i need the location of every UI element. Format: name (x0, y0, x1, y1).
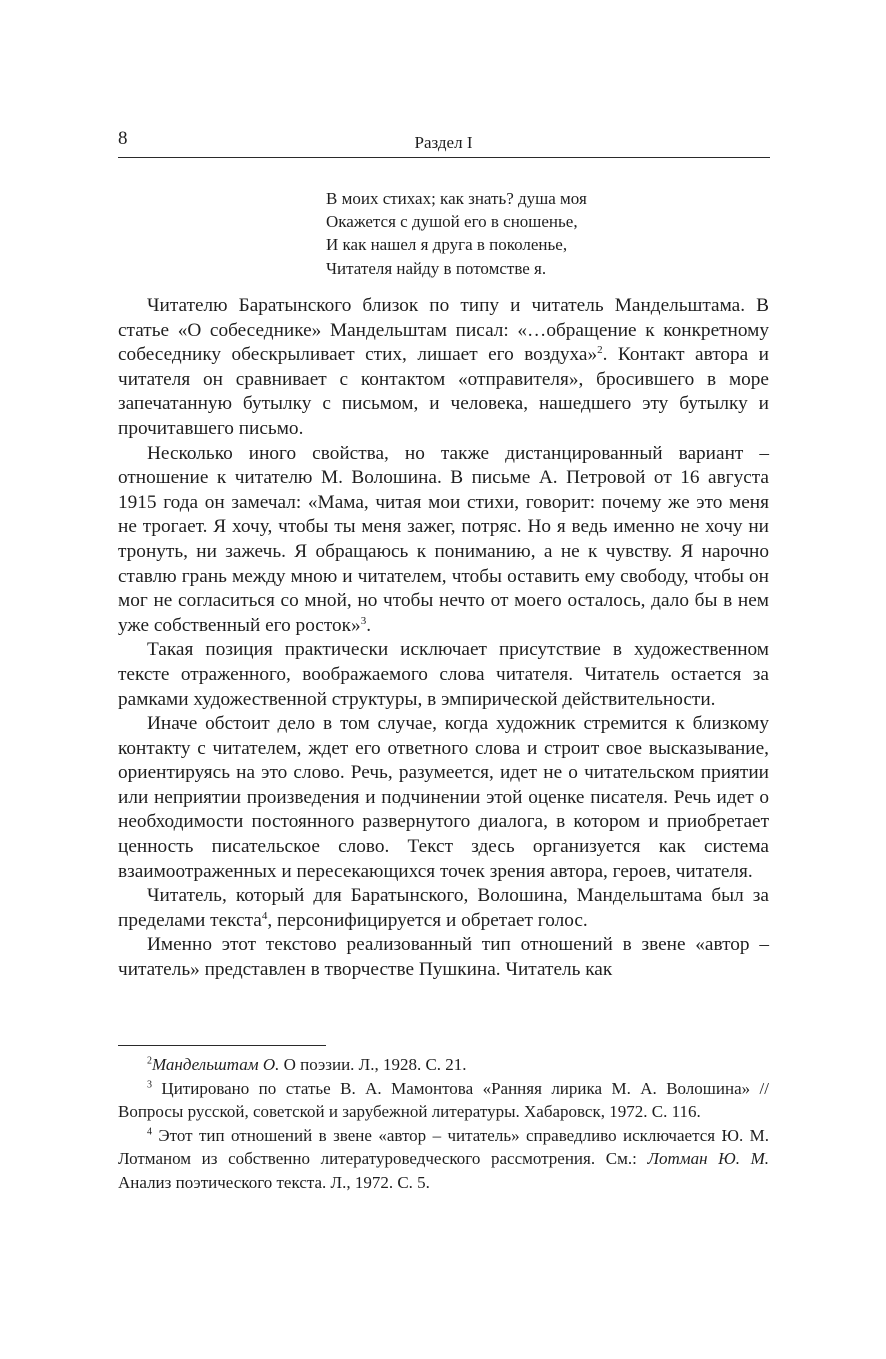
body-text (118, 294, 769, 983)
footnote-number: 2 (147, 1055, 152, 1067)
paragraph-text: , персонифицируется и обретает голос. (267, 909, 588, 931)
footnote (118, 1053, 769, 1077)
epigraph-poem (326, 187, 587, 280)
footnote (118, 1077, 769, 1124)
footnote-author: Мандельштам О. (152, 1055, 280, 1074)
paragraph-text: Несколько иного свойства, но также дистанцированный вариант – отношение к читателю М. Волошина. В письме А. Петровой от 16 августа 1915 года он замечал: «Мама, читая мои стихи, говорит: почему же это меня не трогает. Я хочу, чтобы ты меня зажег, потряс. Но я ведь именно не хочу ни тронуть, ни зажечь. Я обращаюсь к пониманию, а не к чувству. Я нарочно ставлю грань между мною и читателем, чтобы оставить ему свободу, чтобы он мог не согласиться со мной, но чтобы нечто от моего осталось, дало бы в нем уже собственный его росток» (118, 442, 769, 636)
paragraph: Именно этот текстово реализованный тип отношений в звене «автор – читатель» представлен в творчестве Пушкина. Читатель как (118, 934, 769, 981)
poem-line: И как нашел я друга в поколенье, (326, 235, 568, 255)
footnote-text: О поэзии. Л., 1928. С. 21. (279, 1055, 467, 1074)
footnote-text: Цитировано по статье В. А. Мамонтова «Ранняя лирика М. А. Волошина» // Вопросы русской, советской и зарубежной литературы. Хабаровск, 1972. С. 116. (118, 1078, 769, 1121)
footnote-ref: 2 (597, 344, 603, 357)
header-rule (118, 157, 770, 158)
poem-line: В моих стихах; как знать? душа моя (326, 189, 587, 208)
footnote-text: Этот тип отношений в звене «автор – читатель» справедливо исключается Ю. М. Лотманом из собственно литературоведческого рассмотрения. См.: (118, 1125, 769, 1168)
footnotes (118, 1053, 769, 1194)
poem-line: Читателя найду в потомстве я. (326, 258, 547, 278)
paragraph-text: Читателю Баратынского близок по типу и читатель Мандельштама. В статье «О собеседнике» Мандельштам писал: «…обращение к конкретному собеседнику обескрыливает стих, лишает его воздуха» (118, 295, 769, 366)
footnote-ref: 4 (261, 909, 268, 922)
footnote-text: Анализ поэтического текста. Л., 1972. С. 5. (118, 1172, 430, 1192)
paragraph: Такая позиция практически исключает присутствие в художественном тексте отраженного, воображаемого слова читателя. Читатель остается за рамками художественной структуры, в эмпирической действительности. (118, 639, 769, 710)
running-head: Раздел I (414, 133, 473, 152)
paragraph (118, 442, 769, 639)
paragraph-text: Читатель, который для Баратынского, Волошина, Мандельштама был за пределами текста (118, 885, 769, 931)
footnote-ref: 3 (360, 614, 367, 627)
paragraph-text: . Контакт автора и читателя он сравнивает с контактом «отправителя», бросившего в море запечатанную бутылку с письмом, и человека, нашедшего эту бутылку и прочитавшего письмо. (118, 344, 769, 439)
paragraph-text: . (366, 614, 372, 636)
paragraph: Иначе обстоит дело в том случае, когда художник стремится к близкому контакту с читателем, ждет его ответного слова и строит свое высказывание, ориентируясь на это слово. Речь, разумеется, идет не о читательском приятии или неприятии произведения и подчинении этой оценке писателя. Речь идет о необходимости постоянного развернутого диалога, в котором и приобретает ценность писательское слово. Текст здесь организуется как система взаимоотраженных и пересекающихся точек зрения автора, героев, читателя. (118, 713, 769, 882)
footnote (118, 1124, 769, 1195)
footnote-rule (118, 1045, 326, 1046)
paragraph (118, 884, 769, 933)
poem-line: Окажется с душой его в сношенье, (326, 212, 578, 232)
footnote-number: 4 (147, 1126, 152, 1137)
page-number: 8 (118, 128, 128, 149)
footnote-author: Лотман Ю. М. (647, 1149, 769, 1168)
footnote-number: 3 (147, 1079, 152, 1090)
paragraph (118, 294, 769, 442)
